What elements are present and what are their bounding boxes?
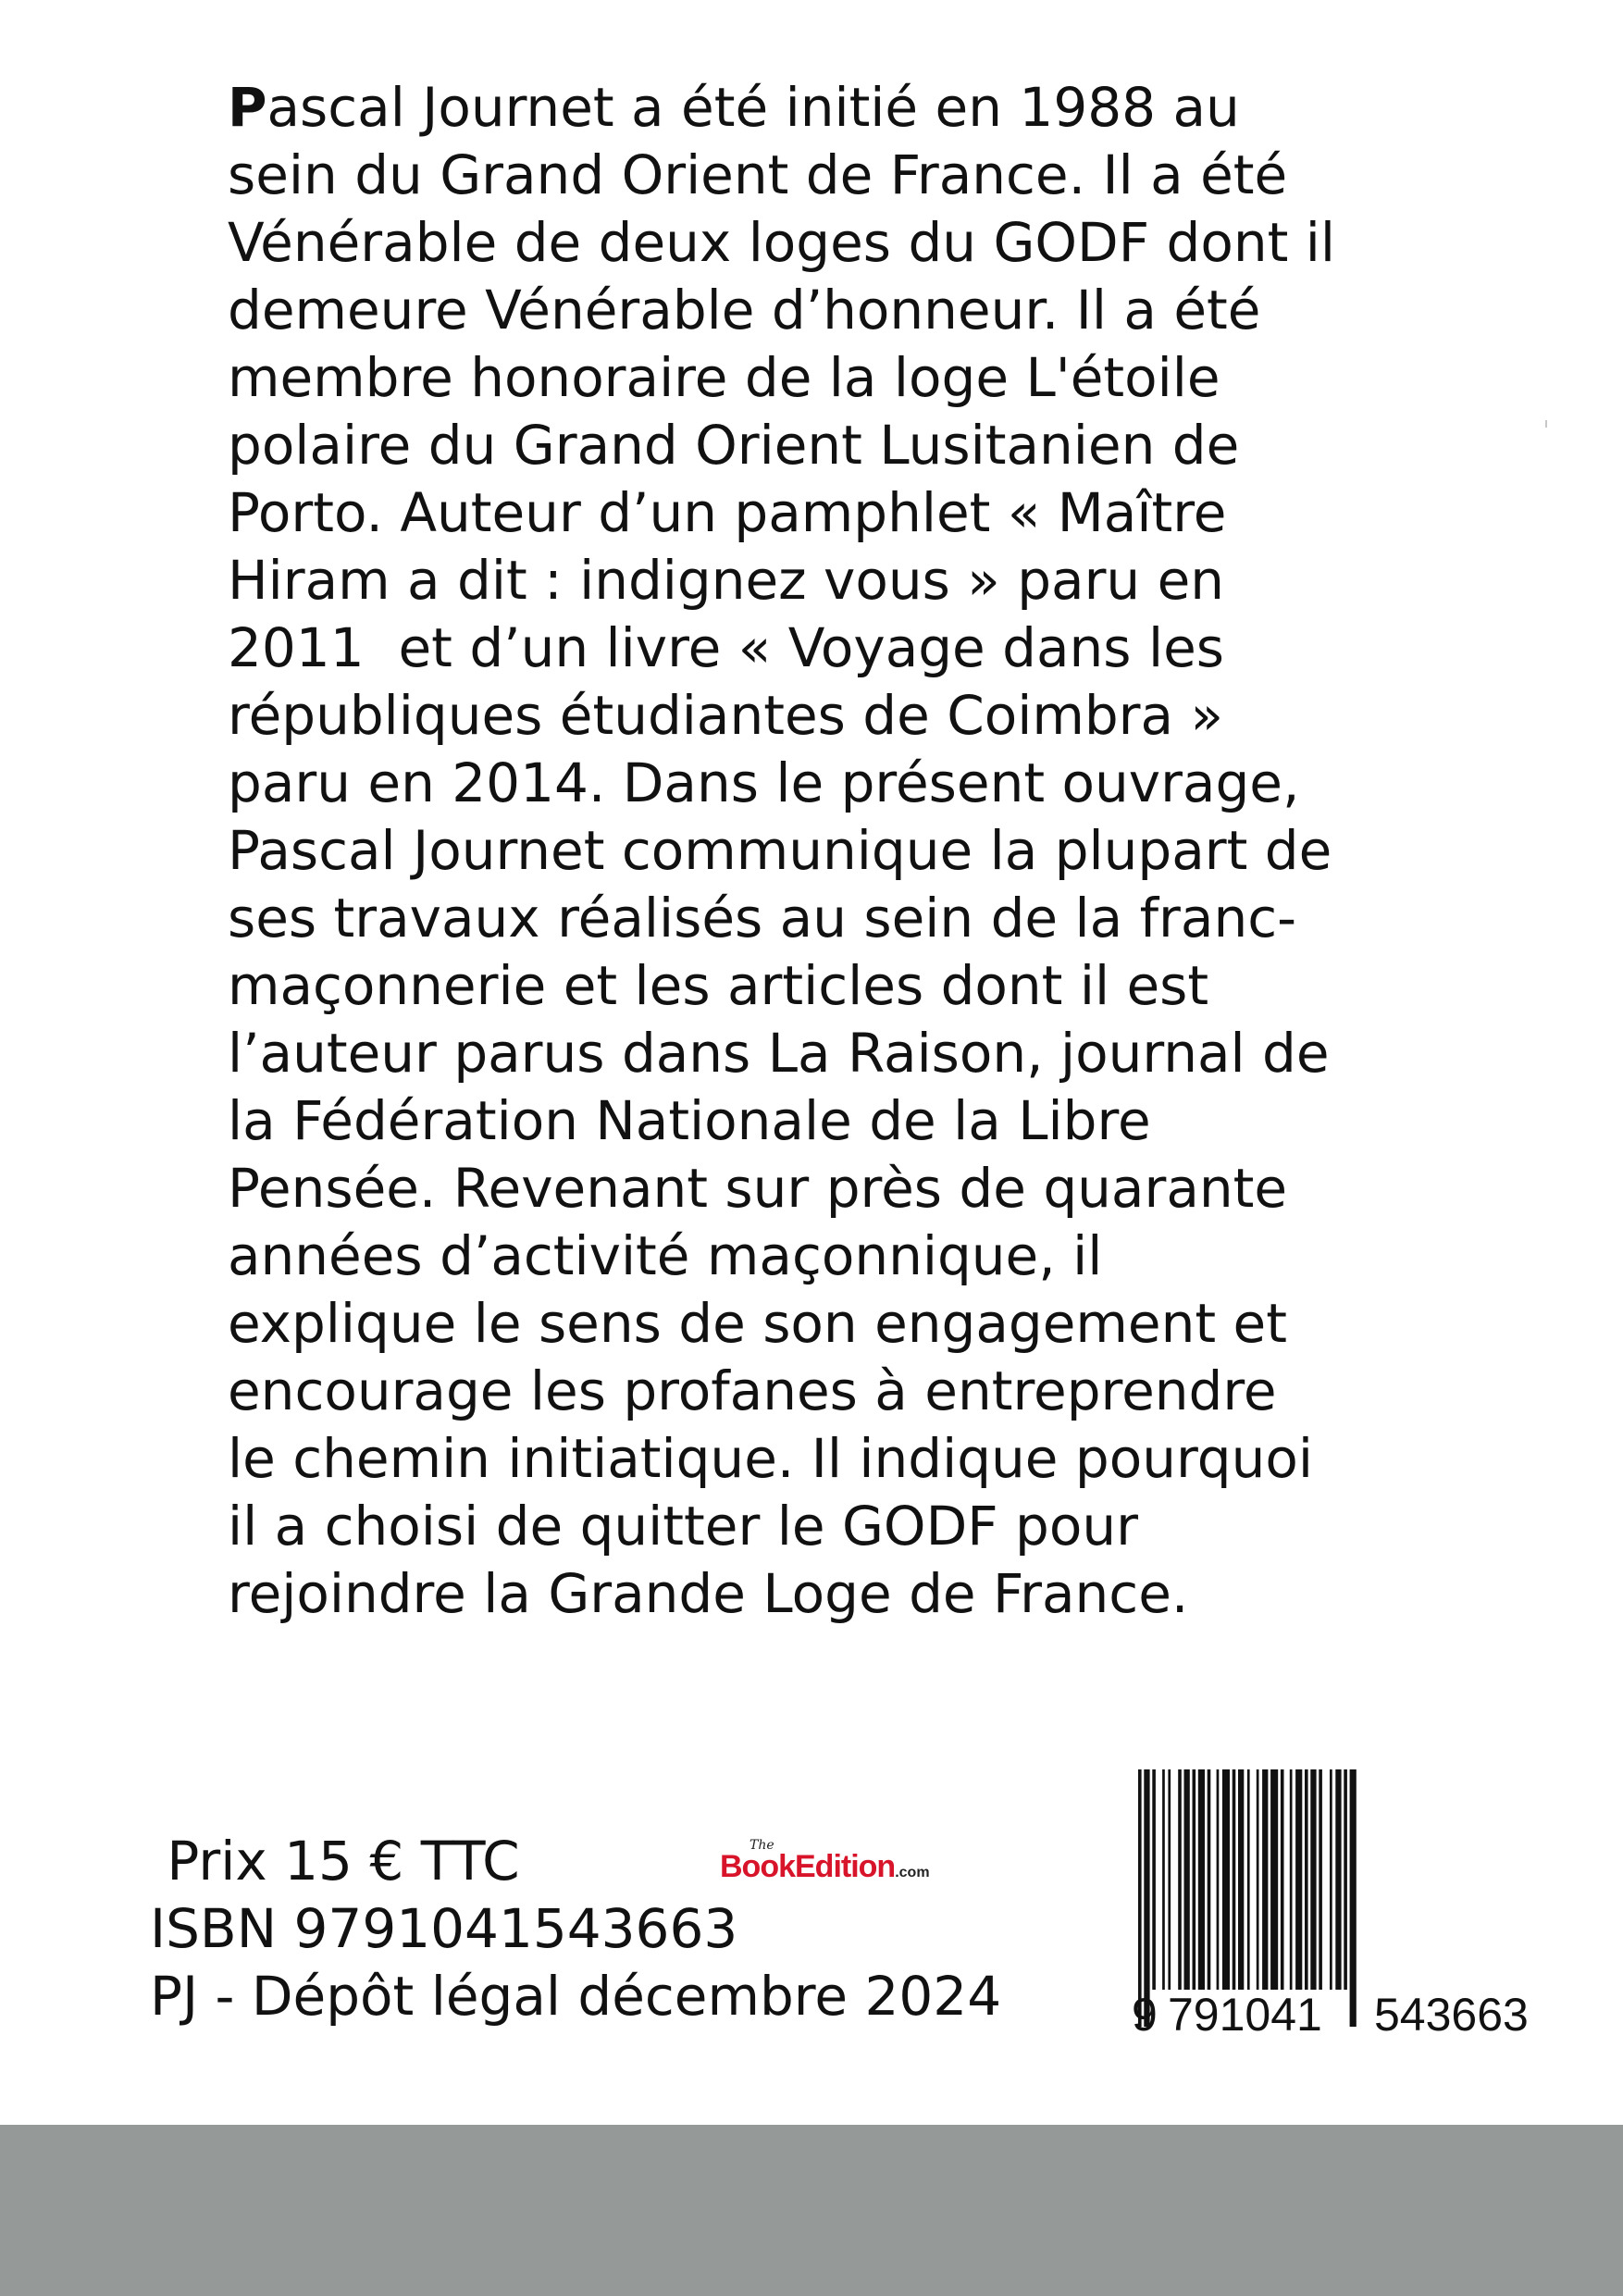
barcode-bar bbox=[1344, 1769, 1347, 1990]
barcode-bar bbox=[1193, 1769, 1196, 1990]
blurb-line: la Fédération Nationale de la Libre bbox=[228, 1089, 1151, 1152]
legal-deposit-text: PJ - Dépôt légal décembre 2024 bbox=[150, 1965, 1002, 2028]
blurb-line: Pensée. Revenant sur près de quarante bbox=[228, 1157, 1288, 1220]
barcode-bar bbox=[1178, 1769, 1182, 1990]
blurb-line: Vénérable de deux loges du GODF dont il bbox=[228, 211, 1335, 274]
blurb-line: Pascal Journet communique la plupart de bbox=[228, 819, 1332, 882]
back-cover-blurb bbox=[228, 74, 1468, 1628]
blurb-line: membre honoraire de la loge L'étoile bbox=[228, 346, 1220, 409]
blurb-line: sein du Grand Orient de France. Il a été bbox=[228, 143, 1288, 206]
isbn-barcode bbox=[1129, 1769, 1573, 2038]
isbn-text: ISBN 9791041543663 bbox=[150, 1897, 738, 1960]
barcode-bar bbox=[1233, 1769, 1236, 1990]
blurb-line: maçonnerie et les articles dont il est bbox=[228, 954, 1209, 1017]
barcode-bar bbox=[1257, 1769, 1259, 1990]
barcode-lead-digit: 9 bbox=[1132, 1989, 1158, 2038]
barcode-bar bbox=[1270, 1769, 1278, 1990]
barcode-bar bbox=[1330, 1769, 1332, 1990]
blurb-line: républiques étudiantes de Coimbra » bbox=[228, 684, 1223, 747]
barcode-group-1: 791041 bbox=[1168, 1989, 1322, 2038]
barcode-bar bbox=[1350, 1769, 1357, 2027]
barcode-bar bbox=[1290, 1769, 1293, 1990]
blurb-line: le chemin initiatique. Il indique pourquoi bbox=[228, 1427, 1313, 1490]
barcode-bar bbox=[1305, 1769, 1308, 1990]
logo-wordmark: BookEdition.com bbox=[720, 1849, 930, 1884]
barcode-bar bbox=[1295, 1769, 1302, 1990]
bottom-color-band bbox=[0, 2125, 1623, 2296]
blurb-line: demeure Vénérable d’honneur. Il a été bbox=[228, 279, 1261, 341]
blurb-line: polaire du Grand Orient Lusitanien de bbox=[228, 414, 1240, 477]
logo-the: The bbox=[750, 1838, 774, 1853]
blurb-line: encourage les profanes à entreprendre bbox=[228, 1359, 1277, 1422]
stray-mark bbox=[1545, 420, 1547, 428]
barcode-bar bbox=[1310, 1769, 1316, 1990]
blurb-line: Porto. Auteur d’un pamphlet « Maître bbox=[228, 481, 1227, 544]
barcode-bar bbox=[1262, 1769, 1268, 1990]
blurb-line: ses travaux réalisés au sein de la franc- bbox=[228, 887, 1297, 949]
barcode-bar bbox=[1198, 1769, 1205, 1990]
blurb-line: années d’activité maçonnique, il bbox=[228, 1224, 1103, 1287]
barcode-bar bbox=[1281, 1769, 1284, 1990]
dropcap: P bbox=[228, 76, 267, 139]
barcode-bar bbox=[1319, 1769, 1322, 1990]
blurb-line: explique le sens de son engagement et bbox=[228, 1292, 1287, 1355]
barcode-bar bbox=[1238, 1769, 1244, 1990]
price-text: Prix 15 € TTC bbox=[150, 1830, 520, 1893]
barcode-bar bbox=[1162, 1769, 1165, 1990]
barcode-bar bbox=[1335, 1769, 1341, 1990]
barcode-bar bbox=[1168, 1769, 1171, 1990]
blurb-line: il a choisi de quitter le GODF pour bbox=[228, 1495, 1138, 1558]
bookedition-logo bbox=[720, 1838, 979, 1884]
blurb-line: paru en 2014. Dans le présent ouvrage, bbox=[228, 751, 1300, 814]
blurb-line: l’auteur parus dans La Raison, journal de bbox=[228, 1022, 1330, 1085]
barcode-bar bbox=[1152, 1769, 1156, 1990]
barcode-bar bbox=[1247, 1769, 1250, 1990]
blurb-line-1: Pascal Journet a été initié en 1988 au bbox=[228, 76, 1240, 139]
barcode-bar bbox=[1208, 1769, 1211, 1990]
barcode-bar bbox=[1217, 1769, 1220, 1990]
blurb-line: 2011 et d’un livre « Voyage dans les bbox=[228, 616, 1224, 679]
barcode-bar bbox=[1222, 1769, 1230, 1990]
blurb-line: rejoindre la Grande Loge de France. bbox=[228, 1562, 1189, 1625]
barcode-bar bbox=[1184, 1769, 1190, 1990]
barcode-group-2: 543663 bbox=[1374, 1989, 1529, 2038]
blurb-line: Hiram a dit : indignez vous » paru en bbox=[228, 549, 1225, 612]
